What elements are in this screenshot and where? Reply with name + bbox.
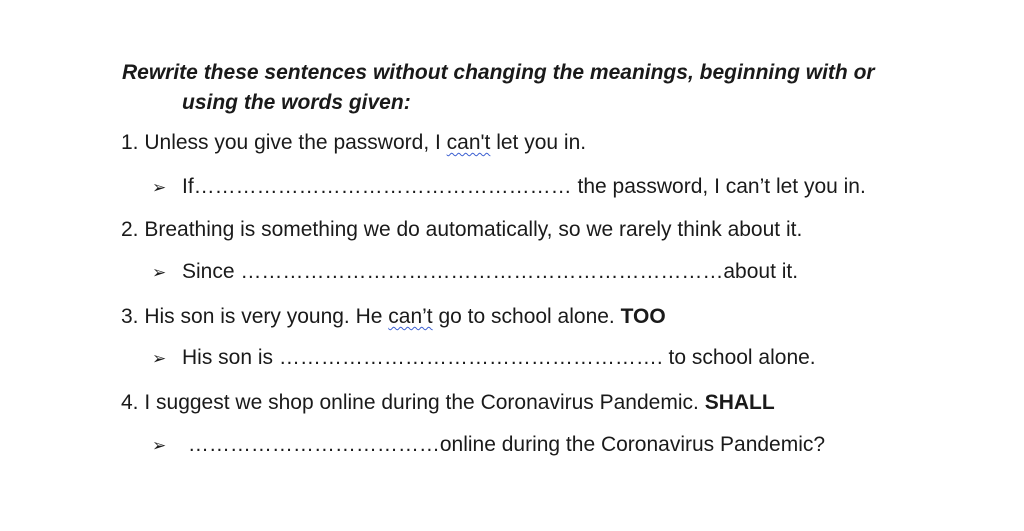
question-3-flagged-word: can’t: [388, 305, 433, 328]
instruction-heading: [122, 58, 1002, 118]
question-4-keyword: SHALL: [704, 391, 775, 414]
answer-1: [152, 174, 866, 201]
answer-1-suffix: the password, I can’t let you in.: [571, 175, 866, 198]
answer-1-blank: ………………………………………………: [193, 175, 572, 198]
question-1-flagged-word: can't: [446, 131, 491, 154]
question-1-text-end: let you in.: [490, 131, 587, 154]
arrow-bullet-icon: ➢: [152, 436, 167, 455]
question-3: [121, 304, 666, 330]
instruction-line-1: Rewrite these sentences without changing the meanings, beginning with or: [122, 61, 875, 84]
answer-4-blank: ………………………………: [187, 433, 440, 456]
answer-4: [152, 432, 825, 459]
arrow-bullet-icon: ➢: [152, 263, 167, 282]
answer-2-prefix: Since: [182, 260, 241, 283]
answer-3-prefix: His son is: [182, 346, 279, 369]
answer-2-blank: ……………………………………………………………: [240, 260, 724, 283]
arrow-bullet-icon: ➢: [152, 178, 167, 197]
answer-3-blank: ……………………………………………….: [278, 346, 663, 369]
arrow-bullet-icon: ➢: [152, 349, 167, 368]
answer-2: [152, 259, 798, 286]
question-3-text-end: go to school alone.: [432, 305, 621, 328]
question-1-text-start: 1. Unless you give the password, I: [121, 131, 447, 154]
instruction-line-2: using the words given:: [182, 91, 411, 114]
question-1: [121, 130, 586, 156]
answer-2-suffix: about it.: [723, 260, 799, 283]
answer-4-suffix: online during the Coronavirus Pandemic?: [439, 433, 826, 456]
question-4-text: 4. I suggest we shop online during the Coronavirus Pandemic.: [121, 391, 705, 414]
question-3-keyword: TOO: [620, 305, 666, 328]
question-2-text: 2. Breathing is something we do automatically, so we rarely think about it.: [121, 218, 803, 241]
answer-3: [152, 345, 816, 372]
question-2: [121, 217, 802, 243]
answer-1-prefix: If: [182, 175, 194, 198]
question-4: [121, 390, 775, 416]
answer-3-suffix: to school alone.: [662, 346, 816, 369]
question-3-text-start: 3. His son is very young. He: [121, 305, 389, 328]
